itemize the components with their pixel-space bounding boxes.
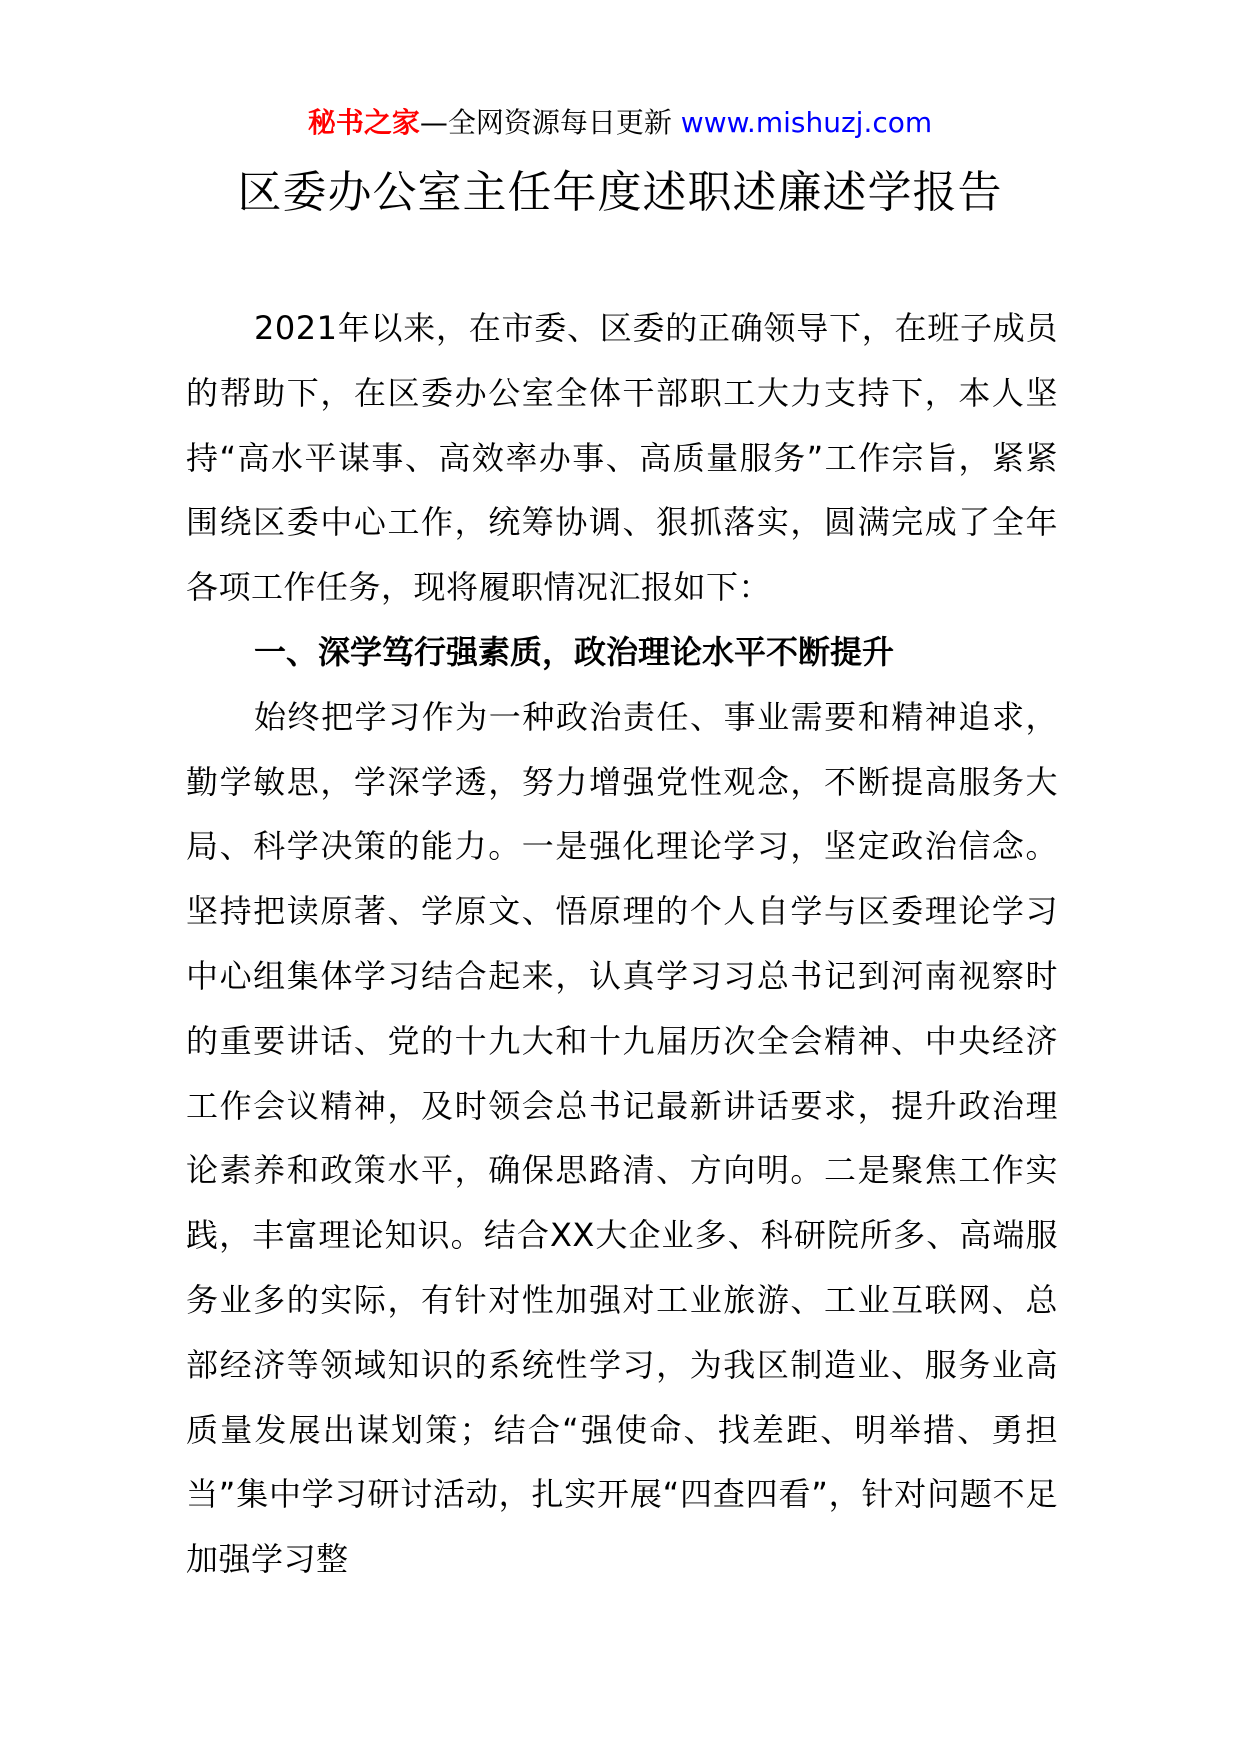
site-header [0, 103, 1240, 143]
header-tagline: —全网资源每日更新 [419, 106, 672, 139]
document-title: 区委办公室主任年度述职述廉述学报告 [237, 167, 1003, 218]
section-paragraph: 始终把学习作为一种政治责任、事业需要和精神追求，勤学敏思，学深学透，努力增强党性观念，不断提高服务大局、科学决策的能力。一是强化理论学习，坚定政治信念。坚持把读原著、学原文、悟原理的个人自学与区委理论学习中心组集体学习结合起来，认真学习习总书记到河南视察时的重要讲话、党的十九大和十九届历次全会精神、中央经济工作会议精神，及时领会总书记最新讲话要求，提升政治理论素养和政策水平，确保思路清、方向明。二是聚焦工作实践，丰富理论知识。结合XX大企业多、科研院所多、高端服务业多的实际，有针对性加强对工业旅游、工业互联网、总部经济等领域知识的系统性学习，为我区制造业、服务业高质量发展出谋划策；结合“强使命、找差距、明举措、勇担当”集中学习研讨活动，扎实开展“四查四看”，针对问题不足加强学习整 [186, 697, 1058, 1579]
document-body [186, 296, 1058, 1592]
intro-paragraph: 2021年以来，在市委、区委的正确领导下，在班子成员的帮助下，在区委办公室全体干部职工大力支持下，本人坚持“高水平谋事、高效率办事、高质量服务”工作宗旨，紧紧围绕区委中心工作，统筹协调、狠抓落实，圆满完成了全年各项工作任务，现将履职情况汇报如下： [186, 309, 1058, 607]
site-url-link[interactable]: www.mishuzj.com [680, 106, 933, 139]
brand-name: 秘书之家 [307, 106, 420, 139]
section-heading: 一、深学笃行强素质，政治理论水平不断提升 [254, 632, 895, 671]
